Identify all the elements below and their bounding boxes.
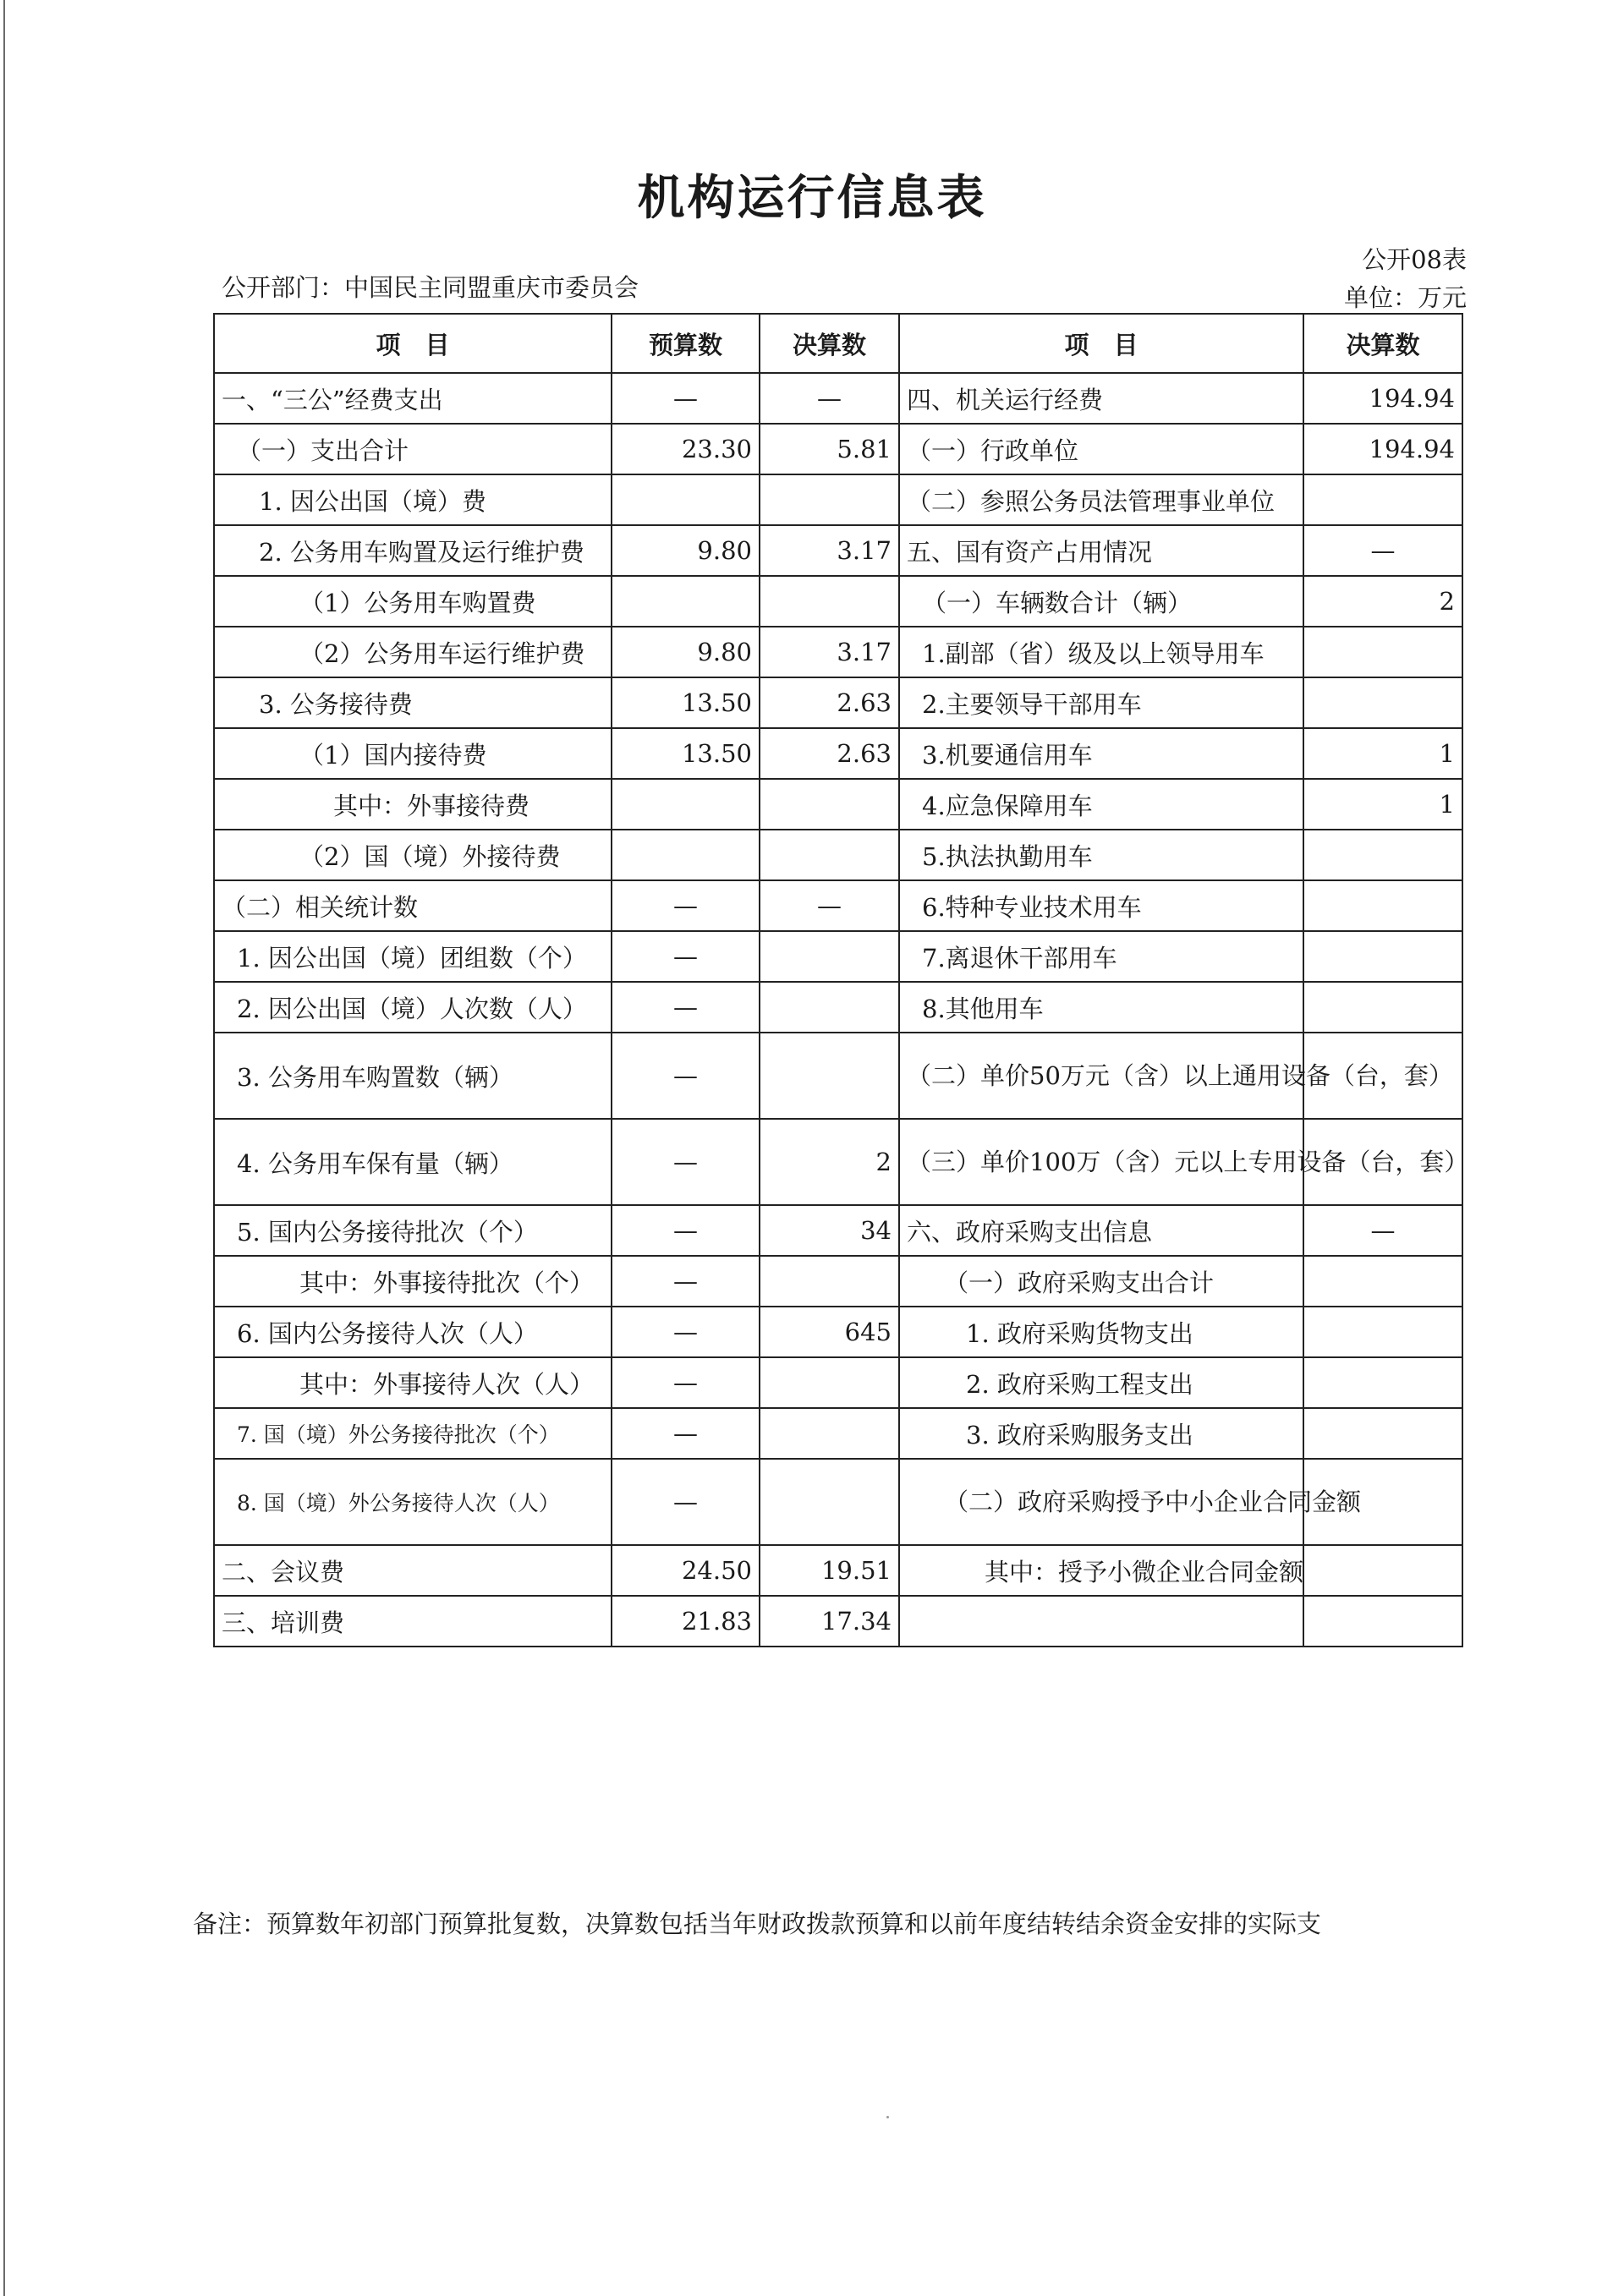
right-item: 1.副部（省）级及以上领导用车 [899, 627, 1303, 677]
right-value: 2 [1303, 576, 1462, 627]
table-row [214, 1119, 1462, 1205]
right-item: 六、政府采购支出信息 [899, 1205, 1303, 1256]
left-item: 其中：外事接待批次（个） [214, 1256, 612, 1307]
table-row [214, 424, 1462, 474]
final-value [760, 1256, 899, 1307]
right-value [1303, 1357, 1462, 1408]
right-value [1303, 1596, 1462, 1647]
header-right-item: 项 目 [899, 314, 1303, 373]
right-value: 1 [1303, 779, 1462, 830]
right-item: （一）车辆数合计（辆） [899, 576, 1303, 627]
right-item: 8.其他用车 [899, 982, 1303, 1033]
final-value [760, 830, 899, 880]
right-value [1303, 474, 1462, 525]
table-row [214, 931, 1462, 982]
left-item: 一、“三公”经费支出 [214, 373, 612, 424]
left-item: 7. 国（境）外公务接待批次（个） [214, 1408, 612, 1459]
left-item: 其中：外事接待费 [214, 779, 612, 830]
table-row [214, 1205, 1462, 1256]
operation-info-table [213, 313, 1469, 1647]
final-value: 2.63 [760, 728, 899, 779]
right-item: 5.执法执勤用车 [899, 830, 1303, 880]
left-item: 其中：外事接待人次（人） [214, 1357, 612, 1408]
table-header-row [214, 314, 1462, 373]
budget-value: — [612, 1033, 760, 1119]
final-value: 19.51 [760, 1545, 899, 1596]
right-item: （一）行政单位 [899, 424, 1303, 474]
table-row [214, 1408, 1462, 1459]
right-value: — [1303, 525, 1462, 576]
final-value: — [760, 880, 899, 931]
right-value: 194.94 [1303, 424, 1462, 474]
budget-value: — [612, 1307, 760, 1357]
right-item: 1. 政府采购货物支出 [899, 1307, 1303, 1357]
budget-value: — [612, 1357, 760, 1408]
table-row [214, 373, 1462, 424]
budget-value [612, 779, 760, 830]
department-label: 公开部门：中国民主同盟重庆市委员会 [222, 273, 639, 302]
left-item: （2）国（境）外接待费 [214, 830, 612, 880]
table-row [214, 525, 1462, 576]
right-value [1303, 1408, 1462, 1459]
budget-value: 9.80 [612, 627, 760, 677]
budget-value: 21.83 [612, 1596, 760, 1647]
table-row [214, 880, 1462, 931]
budget-value: — [612, 373, 760, 424]
right-value [1303, 1256, 1462, 1307]
left-item: 8. 国（境）外公务接待人次（人） [214, 1459, 612, 1545]
final-value [760, 931, 899, 982]
budget-value: 13.50 [612, 677, 760, 728]
right-value [1303, 627, 1462, 677]
left-item: （一）支出合计 [214, 424, 612, 474]
budget-value: — [612, 1408, 760, 1459]
table-row [214, 1033, 1462, 1119]
budget-value: — [612, 880, 760, 931]
footnote: 备注：预算数年初部门预算批复数，决算数包括当年财政拨款预算和以前年度结转结余资金安排的实际支 [193, 1910, 1322, 1938]
budget-value: 9.80 [612, 525, 760, 576]
final-value: 3.17 [760, 627, 899, 677]
page-edge [3, 0, 5, 2296]
final-value: 34 [760, 1205, 899, 1256]
budget-value: — [612, 1119, 760, 1205]
right-value [1303, 830, 1462, 880]
right-value [1303, 1545, 1462, 1596]
right-item: 2. 政府采购工程支出 [899, 1357, 1303, 1408]
left-item: 6. 国内公务接待人次（人） [214, 1307, 612, 1357]
budget-value: — [612, 1459, 760, 1545]
table-row [214, 728, 1462, 779]
left-item: （1）国内接待费 [214, 728, 612, 779]
table-row [214, 677, 1462, 728]
left-item: 4. 公务用车保有量（辆） [214, 1119, 612, 1205]
header-final: 决算数 [760, 314, 899, 373]
table-row [214, 1307, 1462, 1357]
final-value: — [760, 373, 899, 424]
right-item: （二）单价50万元（含）以上通用设备（台，套） [899, 1033, 1303, 1119]
budget-value: — [612, 982, 760, 1033]
final-value [760, 982, 899, 1033]
table-row [214, 779, 1462, 830]
right-value [1303, 1307, 1462, 1357]
scan-speck [886, 2116, 889, 2118]
right-item: 2.主要领导干部用车 [899, 677, 1303, 728]
header-budget: 预算数 [612, 314, 760, 373]
left-item: （2）公务用车运行维护费 [214, 627, 612, 677]
right-item: 7.离退休干部用车 [899, 931, 1303, 982]
left-item: 3. 公务接待费 [214, 677, 612, 728]
right-value [1303, 982, 1462, 1033]
left-item: 1. 因公出国（境）团组数（个） [214, 931, 612, 982]
left-item: 2. 因公出国（境）人次数（人） [214, 982, 612, 1033]
left-item: 三、培训费 [214, 1596, 612, 1647]
right-item: （一）政府采购支出合计 [899, 1256, 1303, 1307]
form-number: 公开08表 [1362, 245, 1467, 274]
budget-value [612, 576, 760, 627]
left-item: 3. 公务用车购置数（辆） [214, 1033, 612, 1119]
final-value [760, 1408, 899, 1459]
table-row [214, 576, 1462, 627]
final-value: 2 [760, 1119, 899, 1205]
right-item: （二）政府采购授予中小企业合同金额 [899, 1459, 1303, 1545]
left-item: 2. 公务用车购置及运行维护费 [214, 525, 612, 576]
right-item: 4.应急保障用车 [899, 779, 1303, 830]
final-value [760, 576, 899, 627]
left-item: 1. 因公出国（境）费 [214, 474, 612, 525]
left-item: 5. 国内公务接待批次（个） [214, 1205, 612, 1256]
final-value: 2.63 [760, 677, 899, 728]
right-item: 3. 政府采购服务支出 [899, 1408, 1303, 1459]
right-value [1303, 880, 1462, 931]
table-row [214, 474, 1462, 525]
budget-value [612, 830, 760, 880]
right-item: 3.机要通信用车 [899, 728, 1303, 779]
left-item: （二）相关统计数 [214, 880, 612, 931]
unit-label: 单位：万元 [1343, 283, 1467, 312]
final-value [760, 779, 899, 830]
table-row [214, 1596, 1462, 1647]
page-title: 机构运行信息表 [637, 170, 987, 226]
final-value [760, 1459, 899, 1545]
final-value [760, 1357, 899, 1408]
budget-value: — [612, 931, 760, 982]
final-value: 3.17 [760, 525, 899, 576]
final-value [760, 474, 899, 525]
final-value: 17.34 [760, 1596, 899, 1647]
budget-value: — [612, 1205, 760, 1256]
header-right-final: 决算数 [1303, 314, 1462, 373]
budget-value: 24.50 [612, 1545, 760, 1596]
left-item: 二、会议费 [214, 1545, 612, 1596]
right-value [1303, 677, 1462, 728]
right-item [899, 1596, 1303, 1647]
budget-value: 23.30 [612, 424, 760, 474]
table-row [214, 1545, 1462, 1596]
table-row [214, 1256, 1462, 1307]
budget-value [612, 474, 760, 525]
left-item: （1）公务用车购置费 [214, 576, 612, 627]
right-value: — [1303, 1205, 1462, 1256]
table-row [214, 830, 1462, 880]
budget-value: — [612, 1256, 760, 1307]
right-item: 四、机关运行经费 [899, 373, 1303, 424]
right-item: （三）单价100万（含）元以上专用设备（台，套） [899, 1119, 1303, 1205]
table-row [214, 1357, 1462, 1408]
right-item: 五、国有资产占用情况 [899, 525, 1303, 576]
right-item: 其中：授予小微企业合同金额 [899, 1545, 1303, 1596]
right-value [1303, 931, 1462, 982]
table-row [214, 1459, 1462, 1545]
final-value: 645 [760, 1307, 899, 1357]
budget-value: 13.50 [612, 728, 760, 779]
final-value [760, 1033, 899, 1119]
right-value: 194.94 [1303, 373, 1462, 424]
right-value: 1 [1303, 728, 1462, 779]
right-item: （二）参照公务员法管理事业单位 [899, 474, 1303, 525]
header-left-item: 项 目 [214, 314, 612, 373]
table-row [214, 627, 1462, 677]
table-row [214, 982, 1462, 1033]
final-value: 5.81 [760, 424, 899, 474]
right-item: 6.特种专业技术用车 [899, 880, 1303, 931]
